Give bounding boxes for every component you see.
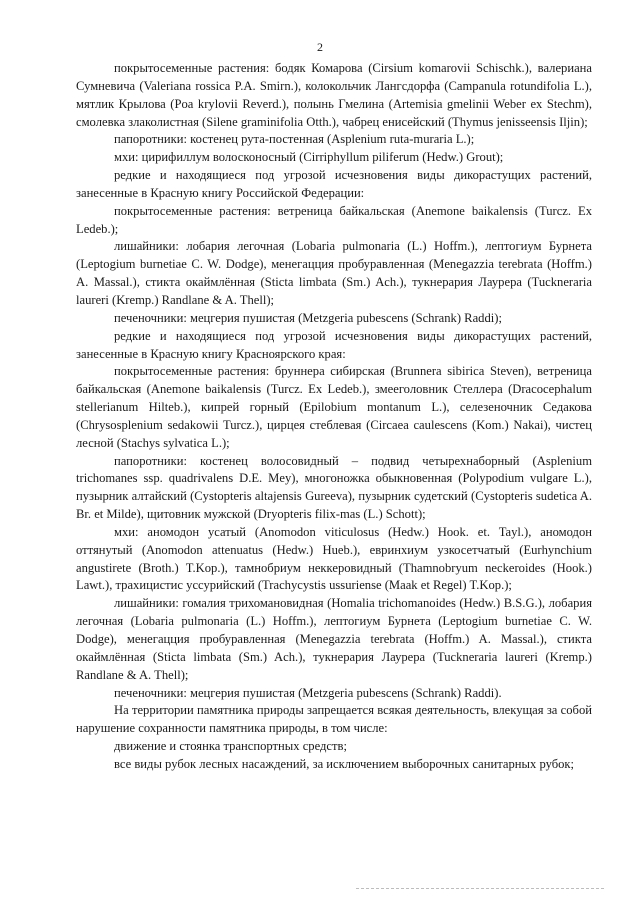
paragraph-kr-liverworts: печеночники: мецгерия пушистая (Metzgeria pubescens (Schrank) Raddi).	[114, 685, 502, 700]
footer-divider	[356, 888, 604, 889]
paragraph-mosses: мхи: цирифиллум волосконосный (Cirriphyllum piliferum (Hedw.) Grout);	[114, 150, 504, 165]
paragraph-kr-ferns: папоротники: костенец волосовидный – подвид четырехнаборный (Asplenium trichomanes ssp. quadrivalens D.E. Mey), многоножка обыкновенная (Polypodium vulgare L.), пузырник алтайский (Cystopteris altajensis Gureeva), пузырник судетский (Cystopteris sudetica A. Br. et Milde), щитовник мужской (Dryopteris filix-mas (L.) Schott);	[76, 453, 592, 522]
paragraph-rf-angiosperms: покрытосеменные растения: ветреница байкальская (Anemone baikalensis (Turcz. Ex Ledeb.);	[76, 203, 592, 236]
paragraph-red-book-krasnoyarsk-heading: редкие и находящиеся под угрозой исчезновения виды дикорастущих растений, занесенные в Красную книгу Красноярского края:	[76, 328, 592, 361]
paragraph-kr-mosses: мхи: аномодон усатый (Anomodon viticulosus (Hedw.) Hook. et. Tayl.), аномодон оттянутый (Anomodon attenuatus (Hedw.) Hueb.), евринхиум узкосетчатый (Eurhynchium angustirete (Broth.) T.Kop.), тамнобриум неккеровидный (Thamnobryum neckeroides (Hook.) Lawt.), трахицистис уссурийский (Trachycystis ussuriense (Maak et Regel) T.Kop.);	[76, 524, 592, 593]
paragraph-ferns: папоротники: костенец рута-постенная (Asplenium ruta-muraria L.);	[114, 132, 475, 147]
paragraph-kr-angiosperms: покрытосеменные растения: бруннера сибирская (Brunnera sibirica Steven), ветреница байкальская (Anemone baikalensis (Turcz. Ex Ledeb.), змееголовник Стеллера (Dracocephalum stellerianum Hilteb.), кипрей горный (Epilobium montanum L.), селезеночник Седакова (Chrysosplenium sedakowii Turcz.), цирцея стеблевая (Circaea caulescens (Kom.) Nakai), чистец лесной (Stachys sylvatica L.);	[76, 364, 592, 450]
paragraph-rf-liverworts: печеночники: мецгерия пушистая (Metzgeria pubescens (Schrank) Raddi);	[114, 310, 502, 325]
paragraph-red-book-rf-heading: редкие и находящиеся под угрозой исчезновения виды дикорастущих растений, занесенные в Красную книгу Российской Федерации:	[76, 168, 592, 200]
document-body	[76, 60, 592, 774]
paragraph-rf-lichens: лишайники: лобария легочная (Lobaria pulmonaria (L.) Hoffm.), лептогиум Бурнета (Leptogium burnetiae C. W. Dodge), менегацция пробуравленная (Menegazzia terebrata (Hoffm.) A. Massal.), стикта окаймлённая (Sticta limbata (Sm.) Ach.), тукнерария Лаурера (Tuckneraria laureri (Kremp.) Randlane & A. Thell);	[76, 239, 592, 307]
paragraph-angiosperms-list: покрытосеменные растения: бодяк Комарова (Cirsium komarovii Schischk.), валериана Сумневича (Valeriana rossica P.A. Smirn.), колокольчик Лангсдорфа (Campanula rotundifolia L.), мятлик Крылова (Poa krylovii Reverd.), полынь Гмелина (Artemisia gmelinii Weber ex Stechm), смолевка злаколистная (Silene graminifolia Otth.), чабрец енисейский (Thymus jenisseensis Iljin);	[76, 61, 592, 129]
page-number: 2	[317, 40, 323, 54]
paragraph-kr-lichens: лишайники: гомалия трихомановидная (Homalia trichomanoides (Hedw.) B.S.G.), лобария легочная (Lobaria pulmonaria (L.) Hoffm.), лептогиум Бурнета (Leptogium burnetiae C. W. Dodge), менегацция пробуравленная (Menegazzia terebrata (Hoffm.) A. Massal.), стикта окаймлённая (Sticta limbata (Sm.) Ach.), тукнерария Лаурера (Tuckneraria laureri (Kremp.) Randlane & A. Thell);	[76, 596, 592, 682]
paragraph-prohibition-logging: все виды рубок лесных насаждений, за исключением выборочных санитарных рубок;	[114, 756, 575, 771]
paragraph-prohibition-intro: На территории памятника природы запрещается всякая деятельность, влекущая за собой нарушение сохранности памятника природы, в том числе:	[76, 703, 592, 736]
paragraph-prohibition-vehicles: движение и стоянка транспортных средств;	[114, 739, 347, 754]
